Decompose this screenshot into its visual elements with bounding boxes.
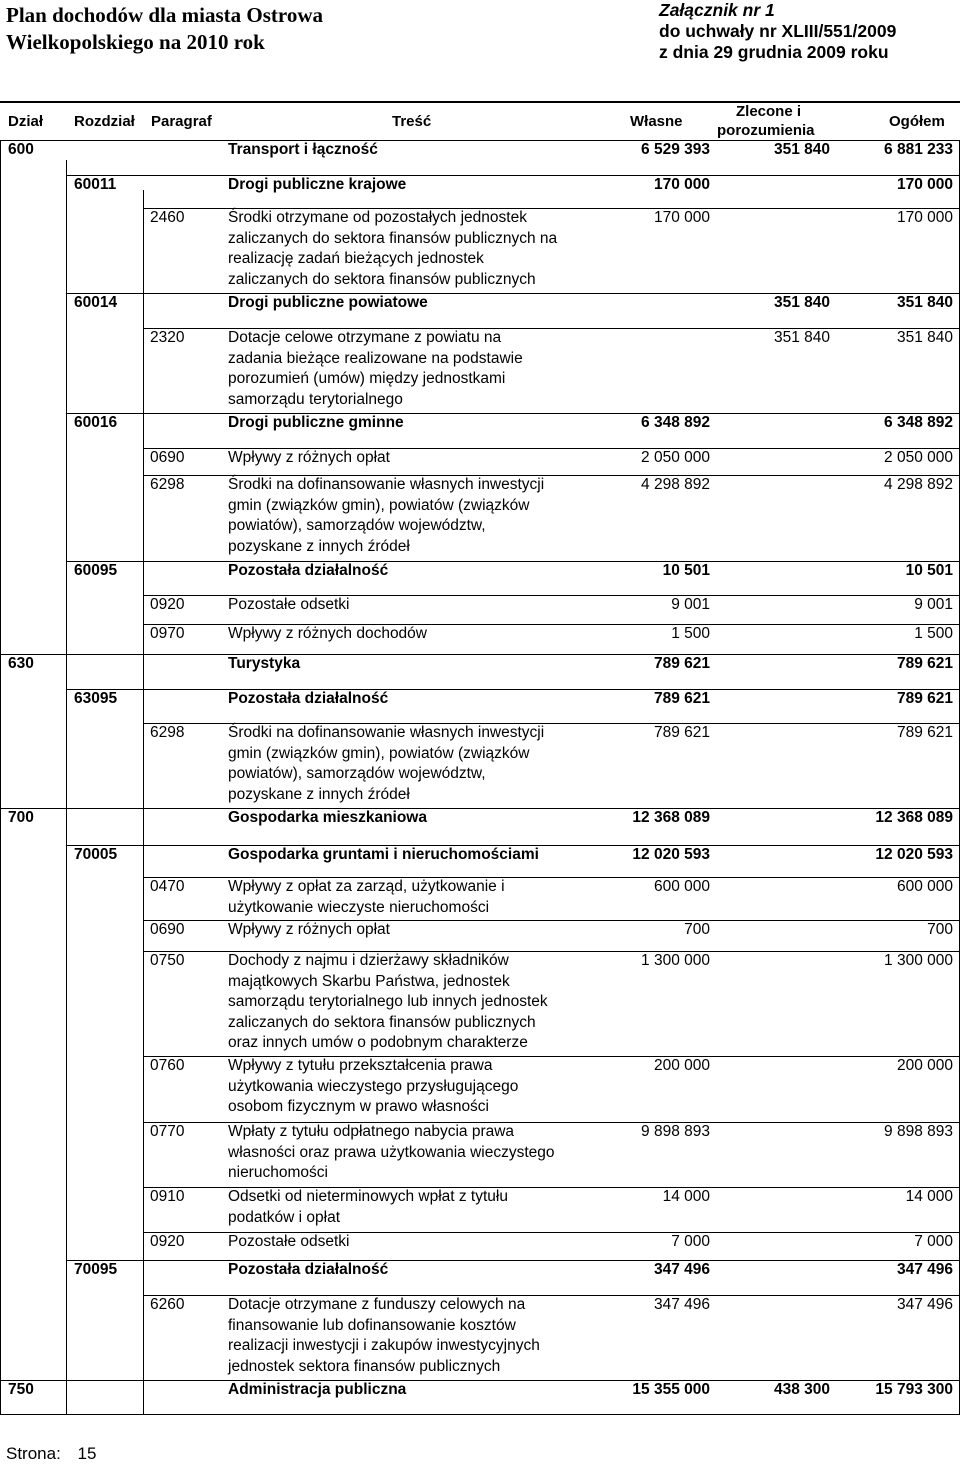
description-line: samorządu terytorialnego <box>228 390 403 408</box>
col-wlasne: Własne <box>630 113 683 130</box>
amount-ogolem: 200 000 <box>896 1057 953 1074</box>
row-description <box>228 561 388 582</box>
amount-wlasne: 347 496 <box>653 1261 710 1278</box>
row-description <box>228 845 539 866</box>
row-divider <box>0 654 960 655</box>
paragraf-code: 0910 <box>150 1188 185 1205</box>
description-line: Drogi publiczne krajowe <box>228 176 407 193</box>
row-description <box>228 1260 388 1281</box>
dzial-code: 600 <box>8 141 34 158</box>
row-divider <box>143 920 960 921</box>
description-line: zaliczanych do sektora finansów publicznych <box>228 1013 536 1031</box>
amount-wlasne: 789 621 <box>653 690 710 707</box>
description-line: Transport i łączność <box>228 141 378 158</box>
dzial-code: 700 <box>8 809 34 826</box>
description-line: Wpływy z tytułu przekształcenia prawa <box>228 1057 493 1074</box>
row-divider <box>143 1187 960 1188</box>
description-line: Pozostała działalność <box>228 1261 389 1278</box>
amount-zlecone: 351 840 <box>773 294 830 311</box>
description-line: oraz innych umów o podobnym charakterze <box>228 1034 528 1051</box>
row-description <box>228 877 505 918</box>
description-line: Dochody z najmu i dzierżawy składników <box>228 952 509 969</box>
rozdzial-code: 70005 <box>74 846 118 863</box>
amount-wlasne: 6 529 393 <box>641 141 710 158</box>
description-line: Dotacje celowe otrzymane z powiatu na <box>228 329 502 346</box>
amount-ogolem: 12 368 089 <box>875 809 953 826</box>
description-line: porozumień (umów) między jednostkami <box>228 370 506 387</box>
attachment-line-3: z dnia 29 grudnia 2009 roku <box>659 42 889 62</box>
row-divider <box>66 561 960 562</box>
table-bottom-border <box>0 1414 960 1415</box>
rozdzial-code: 63095 <box>74 690 118 707</box>
row-divider <box>143 448 960 449</box>
row-divider <box>66 1260 960 1261</box>
description-line: Środki na dofinansowanie własnych inwestycji <box>228 476 545 493</box>
description-line: Pozostała działalność <box>228 562 389 579</box>
col-dzial: Dział <box>8 113 44 130</box>
row-divider <box>66 293 960 294</box>
row-divider <box>143 624 960 625</box>
row-description <box>228 689 388 710</box>
amount-wlasne: 9 001 <box>671 596 710 613</box>
row-description <box>228 1232 350 1253</box>
amount-zlecone: 351 840 <box>773 329 830 346</box>
amount-ogolem: 600 000 <box>896 878 953 895</box>
amount-ogolem: 789 621 <box>896 724 953 741</box>
col-zlecone-line1: Zlecone i <box>736 103 802 120</box>
amount-wlasne: 15 355 000 <box>632 1381 710 1398</box>
dzial-code: 750 <box>8 1381 34 1398</box>
amount-wlasne: 7 000 <box>671 1233 710 1250</box>
rozdzial-code: 60095 <box>74 562 118 579</box>
paragraf-code: 0770 <box>150 1123 185 1140</box>
amount-ogolem: 9 001 <box>914 596 953 613</box>
row-description <box>228 448 390 469</box>
row-description <box>228 654 300 675</box>
row-divider <box>143 877 960 878</box>
description-line: Administracja publiczna <box>228 1381 407 1398</box>
description-line: Pozostałe odsetki <box>228 1233 350 1250</box>
row-divider <box>143 475 960 476</box>
amount-ogolem: 170 000 <box>896 209 953 226</box>
paragraf-code: 0690 <box>150 921 185 938</box>
description-line: podatków i opłat <box>228 1208 341 1226</box>
description-line: gmin (związków gmin), powiatów (związków <box>228 496 530 514</box>
row-divider <box>0 808 960 809</box>
col-ogolem: Ogółem <box>889 113 945 130</box>
dzial-code: 630 <box>8 655 34 672</box>
description-line: finansowanie lub dofinansowanie kosztów <box>228 1316 516 1334</box>
amount-ogolem: 351 840 <box>896 329 953 346</box>
description-line: majątkowych Skarbu Państwa, jednostek <box>228 972 510 990</box>
amount-wlasne: 12 020 593 <box>632 846 710 863</box>
row-description <box>228 1056 518 1118</box>
description-line: zaliczanych do sektora finansów publicznych na <box>228 229 558 247</box>
row-divider <box>143 1232 960 1233</box>
row-description <box>228 293 428 314</box>
amount-wlasne: 789 621 <box>653 655 710 672</box>
page-number: 15 <box>77 1444 97 1463</box>
description-line: zaliczanych do sektora finansów publicznych <box>228 270 536 288</box>
description-line: Dotacje otrzymane z funduszy celowych na <box>228 1296 526 1313</box>
amount-ogolem: 10 501 <box>905 562 953 579</box>
amount-ogolem: 6 881 233 <box>884 141 953 158</box>
amount-ogolem: 15 793 300 <box>875 1381 953 1398</box>
description-line: gmin (związków gmin), powiatów (związków <box>228 744 530 762</box>
row-description <box>228 808 427 829</box>
row-description <box>228 951 548 1054</box>
amount-ogolem: 14 000 <box>905 1188 953 1205</box>
description-line: osobom fizycznym w prawo własności <box>228 1098 490 1115</box>
description-line: Drogi publiczne powiatowe <box>228 294 428 311</box>
column-border <box>66 160 67 1414</box>
row-description <box>228 1187 508 1228</box>
row-description <box>228 1380 406 1401</box>
amount-wlasne: 789 621 <box>653 724 710 741</box>
row-description <box>228 920 390 941</box>
row-description <box>228 208 557 290</box>
title-line-1: Plan dochodów dla miasta Ostrowa <box>6 3 323 27</box>
row-divider <box>143 1056 960 1057</box>
amount-ogolem: 1 500 <box>914 625 953 642</box>
amount-wlasne: 4 298 892 <box>641 476 710 493</box>
title-line-2: Wielkopolskiego na 2010 rok <box>6 30 265 54</box>
amount-wlasne: 600 000 <box>653 878 710 895</box>
amount-ogolem: 351 840 <box>896 294 953 311</box>
col-tresc: Treść <box>392 113 432 130</box>
paragraf-code: 2460 <box>150 209 185 226</box>
description-line: Gospodarka gruntami i nieruchomościami <box>228 846 539 863</box>
amount-ogolem: 347 496 <box>896 1261 953 1278</box>
row-description <box>228 175 406 196</box>
attachment-line-2: do uchwały nr XLIII/551/2009 <box>659 21 897 41</box>
description-line: Wpływy z opłat za zarząd, użytkowanie i <box>228 878 505 895</box>
row-divider <box>143 208 960 209</box>
paragraf-code: 0970 <box>150 625 185 642</box>
description-line: powiatów), samorządów województw, <box>228 517 486 534</box>
amount-wlasne: 6 348 892 <box>641 414 710 431</box>
row-divider <box>66 175 960 176</box>
description-line: powiatów), samorządów województw, <box>228 765 486 782</box>
row-divider <box>143 723 960 724</box>
paragraf-code: 0750 <box>150 952 185 969</box>
paragraf-code: 6298 <box>150 724 185 741</box>
row-description <box>228 595 350 616</box>
amount-wlasne: 700 <box>684 921 710 938</box>
amount-ogolem: 789 621 <box>896 655 953 672</box>
description-line: pozyskane z innych źródeł <box>228 785 410 803</box>
amount-wlasne: 1 300 000 <box>641 952 710 969</box>
column-border <box>0 140 1 1414</box>
description-line: realizację zadań bieżących jednostek <box>228 250 484 267</box>
description-line: własności oraz prawa użytkowania wieczystego <box>228 1143 555 1161</box>
row-description <box>228 1295 540 1377</box>
amount-wlasne: 10 501 <box>662 562 710 579</box>
description-line: użytkowania wieczystego przysługującego <box>228 1077 519 1095</box>
col-paragraf: Paragraf <box>151 113 212 130</box>
paragraf-code: 0470 <box>150 878 185 895</box>
description-line: Pozostałe odsetki <box>228 596 350 613</box>
description-line: realizacji inwestycji i zakupów inwestycyjnych <box>228 1337 540 1354</box>
rozdzial-code: 60016 <box>74 414 118 431</box>
paragraf-code: 0920 <box>150 1233 185 1250</box>
amount-ogolem: 789 621 <box>896 690 953 707</box>
amount-ogolem: 170 000 <box>896 176 953 193</box>
description-line: Turystyka <box>228 655 301 672</box>
amount-wlasne: 170 000 <box>653 176 710 193</box>
row-divider <box>0 140 960 141</box>
row-divider <box>0 1380 960 1381</box>
amount-ogolem: 700 <box>927 921 953 938</box>
rozdzial-code: 60014 <box>74 294 118 311</box>
rozdzial-code: 70095 <box>74 1261 118 1278</box>
amount-wlasne: 14 000 <box>662 1188 710 1205</box>
description-line: Środki otrzymane od pozostałych jednostek <box>228 209 527 226</box>
paragraf-code: 0760 <box>150 1057 185 1074</box>
description-line: użytkowanie wieczyste nieruchomości <box>228 898 490 916</box>
amount-zlecone: 351 840 <box>773 141 830 158</box>
row-divider <box>66 413 960 414</box>
attachment-line-1: Załącznik nr 1 <box>659 0 775 20</box>
amount-wlasne: 1 500 <box>671 625 710 642</box>
description-line: Wpływy z różnych opłat <box>228 921 390 938</box>
amount-ogolem: 6 348 892 <box>884 414 953 431</box>
amount-wlasne: 9 898 893 <box>641 1123 710 1140</box>
row-divider <box>66 845 960 846</box>
description-line: Wpływy z różnych dochodów <box>228 625 427 642</box>
description-line: Środki na dofinansowanie własnych inwestycji <box>228 724 545 741</box>
row-divider <box>143 595 960 596</box>
col-rozdzial: Rozdział <box>74 113 135 130</box>
row-description <box>228 624 427 645</box>
paragraf-code: 6298 <box>150 476 185 493</box>
row-description <box>228 1122 555 1184</box>
column-border <box>143 190 144 1414</box>
description-line: zadania bieżące realizowane na podstawie <box>228 349 523 367</box>
description-line: Drogi publiczne gminne <box>228 414 404 431</box>
amount-ogolem: 9 898 893 <box>884 1123 953 1140</box>
description-line: Gospodarka mieszkaniowa <box>228 809 427 826</box>
row-description <box>228 328 523 410</box>
row-description <box>228 475 544 557</box>
amount-ogolem: 347 496 <box>896 1296 953 1313</box>
row-description <box>228 413 404 434</box>
amount-ogolem: 12 020 593 <box>875 846 953 863</box>
paragraf-code: 2320 <box>150 329 185 346</box>
amount-wlasne: 200 000 <box>653 1057 710 1074</box>
row-divider <box>66 689 960 690</box>
description-line: jednostek sektora finansów publicznych <box>228 1357 501 1375</box>
paragraf-code: 0920 <box>150 596 185 613</box>
row-divider <box>143 328 960 329</box>
amount-wlasne: 12 368 089 <box>632 809 710 826</box>
row-description <box>228 723 544 805</box>
amount-wlasne: 347 496 <box>653 1296 710 1313</box>
amount-ogolem: 1 300 000 <box>884 952 953 969</box>
description-line: pozyskane z innych źródeł <box>228 537 410 555</box>
amount-zlecone: 438 300 <box>773 1381 830 1398</box>
page-label: Strona: <box>6 1444 61 1463</box>
amount-wlasne: 170 000 <box>653 209 710 226</box>
paragraf-code: 0690 <box>150 449 185 466</box>
amount-ogolem: 7 000 <box>914 1233 953 1250</box>
row-divider <box>143 951 960 952</box>
page-footer <box>6 1444 96 1464</box>
rozdzial-code: 60011 <box>74 176 117 193</box>
description-line: Wpłaty z tytułu odpłatnego nabycia prawa <box>228 1123 515 1140</box>
row-divider <box>143 1295 960 1296</box>
amount-ogolem: 2 050 000 <box>884 449 953 466</box>
description-line: Pozostała działalność <box>228 690 389 707</box>
amount-wlasne: 2 050 000 <box>641 449 710 466</box>
description-line: samorządu terytorialnego lub innych jednostek <box>228 993 548 1010</box>
row-description <box>228 140 378 161</box>
amount-ogolem: 4 298 892 <box>884 476 953 493</box>
description-line: nieruchomości <box>228 1164 328 1181</box>
col-zlecone-line2: porozumienia <box>717 122 815 139</box>
row-divider <box>143 1122 960 1123</box>
paragraf-code: 6260 <box>150 1296 185 1313</box>
description-line: Odsetki od nieterminowych wpłat z tytułu <box>228 1188 508 1205</box>
description-line: Wpływy z różnych opłat <box>228 449 390 466</box>
